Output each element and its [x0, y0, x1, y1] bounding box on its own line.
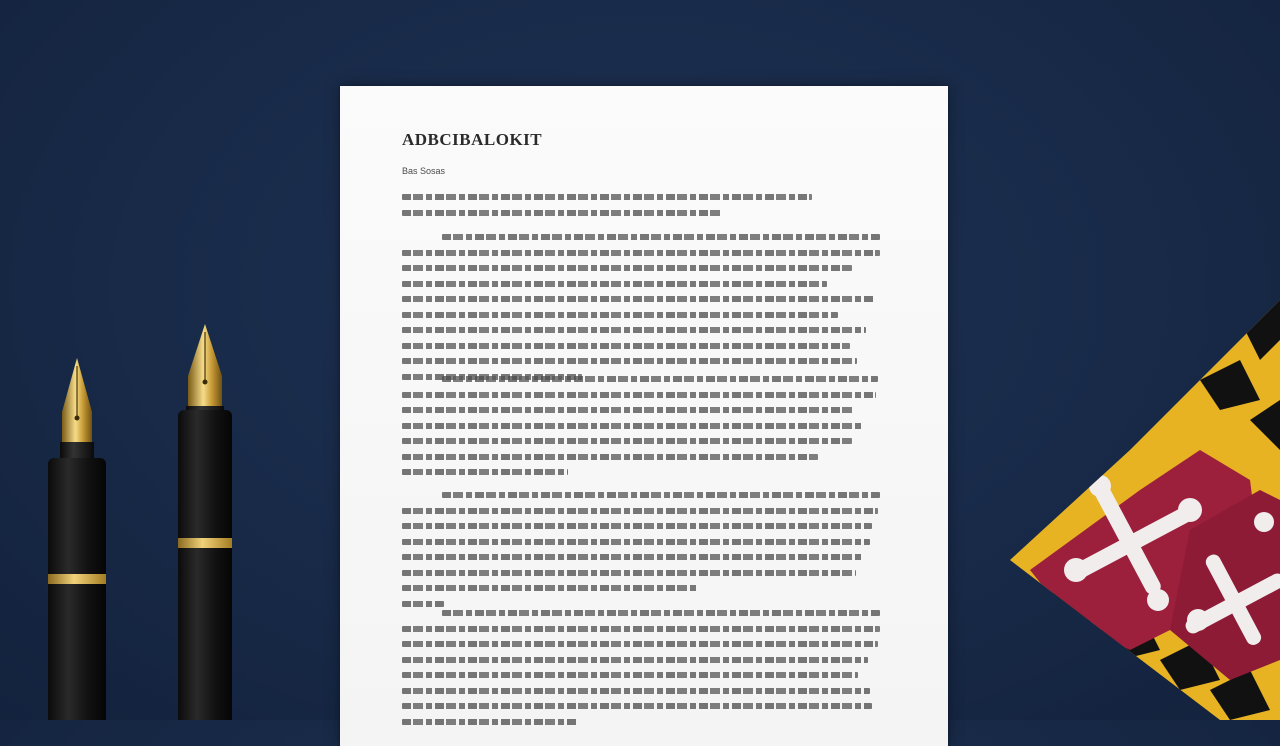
- text-line: [402, 250, 880, 256]
- text-line: [402, 719, 578, 725]
- maryland-flag-icon: [1010, 300, 1280, 720]
- text-line: [402, 194, 812, 200]
- text-line: [402, 281, 827, 287]
- paragraph-4: [402, 610, 882, 734]
- text-line: [402, 626, 880, 632]
- text-line: [402, 312, 838, 318]
- text-line: [402, 265, 852, 271]
- text-line: [402, 585, 698, 591]
- document-subtitle: Bas Sosas: [402, 166, 446, 176]
- text-line: [402, 469, 568, 475]
- text-line: [402, 641, 878, 647]
- text-line: [402, 508, 878, 514]
- text-line: [442, 376, 878, 382]
- text-line: [442, 492, 880, 498]
- text-line: [402, 688, 870, 694]
- text-line: [402, 601, 444, 607]
- text-line: [402, 554, 862, 560]
- text-line: [402, 327, 866, 333]
- pen-barrel: [178, 410, 232, 720]
- pen-barrel: [48, 458, 106, 720]
- pen-nib: [46, 356, 108, 448]
- text-line: [402, 657, 868, 663]
- text-line: [402, 343, 850, 349]
- pen-gold-band: [178, 538, 232, 548]
- document-title: ADBCIBALOKIT: [402, 130, 543, 149]
- text-line: [402, 672, 858, 678]
- pen-gold-band: [48, 574, 106, 584]
- text-line: [402, 358, 857, 364]
- text-line: [402, 438, 852, 444]
- fountain-pen-icon: [46, 356, 108, 720]
- text-line: [402, 210, 722, 216]
- text-line: [402, 296, 874, 302]
- text-line: [402, 523, 872, 529]
- text-line: [402, 392, 876, 398]
- text-line: [402, 423, 864, 429]
- paragraph-2: [402, 376, 882, 485]
- pen-nib: [176, 322, 234, 414]
- document-page: [340, 86, 948, 746]
- text-line: [402, 570, 856, 576]
- text-line: [442, 234, 880, 240]
- fountain-pen-icon: [176, 322, 234, 720]
- paragraph-3: [402, 492, 882, 616]
- paragraph-1: [402, 234, 882, 389]
- paragraph-intro: [402, 194, 882, 225]
- text-line: [402, 703, 872, 709]
- text-line: [402, 454, 818, 460]
- text-line: [402, 539, 870, 545]
- text-line: [402, 407, 854, 413]
- text-line: [442, 610, 880, 616]
